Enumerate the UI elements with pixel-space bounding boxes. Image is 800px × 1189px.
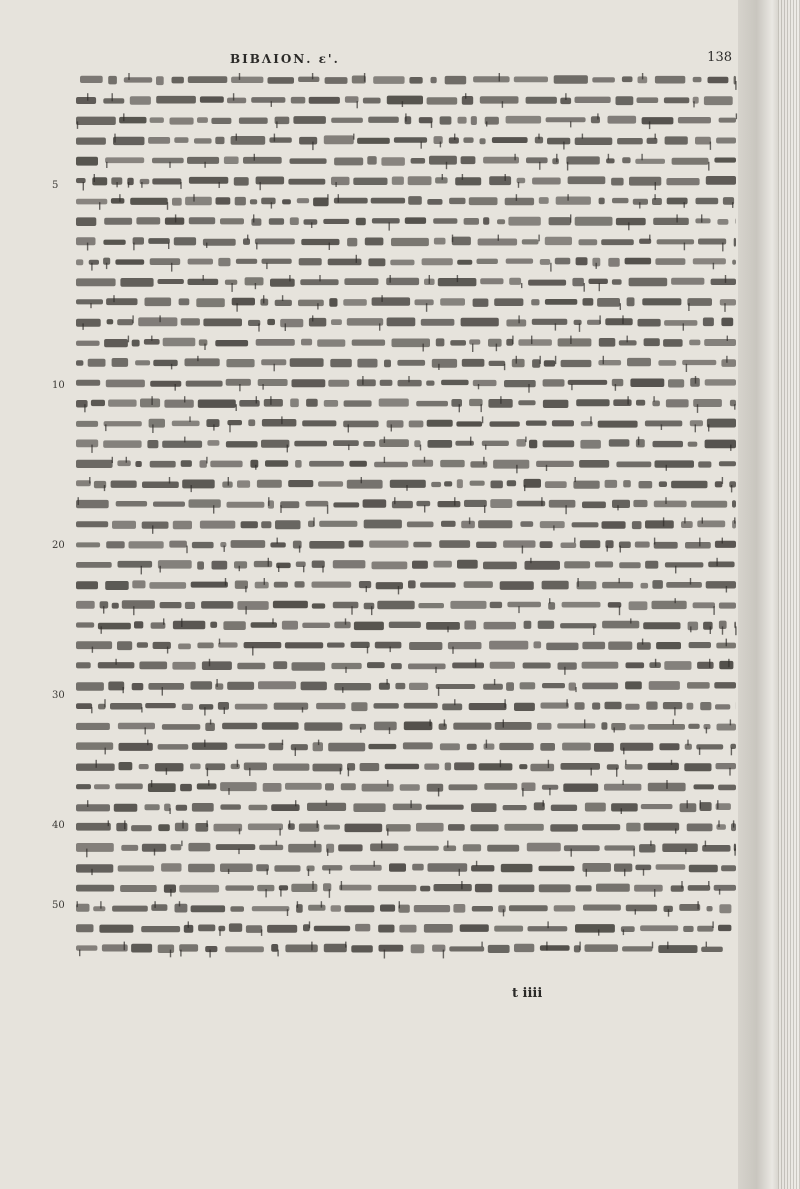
text-line — [80, 73, 737, 90]
text-line — [76, 780, 736, 797]
text-line — [76, 598, 736, 615]
text-line — [76, 659, 733, 675]
text-line — [76, 174, 736, 191]
text-line — [76, 214, 736, 230]
text-line — [76, 538, 736, 554]
margin-line-number-20: 20 — [52, 540, 65, 551]
page-header — [60, 52, 740, 70]
text-line — [76, 154, 736, 171]
text-line — [76, 921, 731, 936]
signature-mark: t iiii — [512, 986, 543, 1001]
text-line — [76, 639, 736, 656]
text-line — [76, 477, 736, 492]
running-head: ΒΙΒΛΙΟΝ. ε'. — [230, 52, 340, 66]
page-number: 138 — [707, 50, 732, 65]
text-line — [76, 517, 736, 533]
text-line — [76, 416, 736, 433]
text-line — [76, 376, 736, 393]
text-line — [76, 396, 736, 413]
text-line — [76, 134, 736, 151]
margin-line-number-30: 30 — [52, 690, 65, 701]
text-line — [76, 881, 736, 898]
text-line — [76, 255, 736, 272]
text-line — [76, 558, 735, 575]
margin-line-number-40: 40 — [52, 820, 65, 831]
text-line — [76, 235, 736, 252]
text-line — [76, 740, 736, 756]
greek-text-block — [52, 70, 744, 960]
margin-line-number-5: 5 — [52, 180, 59, 191]
text-line — [76, 275, 736, 292]
page-edge-lines — [778, 0, 800, 1189]
text-line — [76, 861, 736, 877]
text-line — [76, 679, 736, 696]
text-line — [76, 315, 733, 332]
text-line — [76, 942, 723, 959]
text-line — [76, 194, 734, 210]
text-line — [76, 578, 736, 594]
text-line — [76, 699, 736, 715]
text-line — [76, 760, 736, 777]
text-line — [76, 901, 731, 916]
text-lines — [52, 70, 744, 960]
text-line — [76, 457, 736, 474]
text-line — [76, 356, 736, 372]
text-line — [76, 437, 736, 453]
text-line — [76, 113, 737, 129]
text-line — [76, 336, 736, 352]
text-line — [76, 841, 736, 858]
margin-line-number-10: 10 — [52, 380, 65, 391]
text-line — [76, 820, 736, 835]
text-line — [76, 719, 736, 734]
text-line — [76, 295, 736, 312]
text-line — [76, 800, 731, 814]
text-line — [76, 497, 736, 514]
text-line — [76, 618, 737, 635]
margin-line-number-50: 50 — [52, 900, 65, 911]
text-line — [76, 93, 733, 108]
